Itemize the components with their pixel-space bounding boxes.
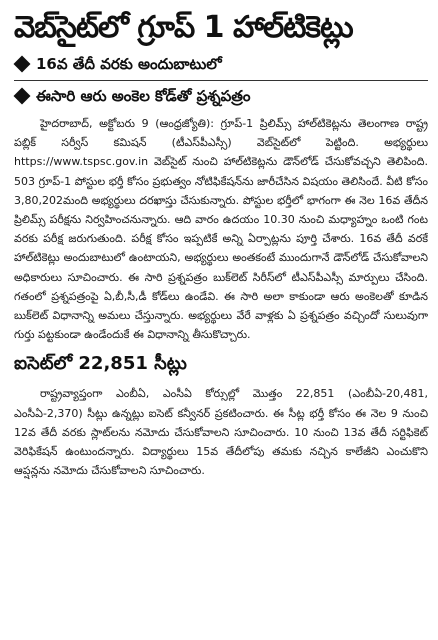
headline: వెబ్‌సైట్‌లో గ్రూప్‌ 1 హాల్‌టికెట్లు xyxy=(14,10,353,45)
kicker-2: ఈసారి ఆరు అంకెల కోడ్‌తో ప్రశ్నపత్రం xyxy=(36,87,251,105)
subheading: ఐసెట్‌లో 22,851 సీట్లు xyxy=(14,353,187,375)
kicker-row-2 xyxy=(14,84,428,108)
kicker-1: 16వ తేదీ వరకు అందుబాటులో xyxy=(36,55,222,73)
kicker-row-1 xyxy=(14,52,428,76)
body-paragraph-1: హైదరాబాద్‌, అక్టోబరు 9 (ఆంధ్రజ్యోతి): గ్రూప్‌-1 ప్రిలిమ్స్‌ హాల్‌టికెట్లను తెలంగాణ రాష్ట్ర పబ్లిక్‌ సర్వీస్‌ కమిషన్‌ (టీఎస్‌పీఎస్సీ) వెబ్‌సైట్‌లో పెట్టింది. అభ్యర్థులు https://www.tspsc.gov.in వెబ్‌సైట్‌ నుంచి హాల్‌టికెట్లను డౌన్‌లోడ్‌ చేసుకోవచ్చని తెలిపింది. 503 గ్రూప్‌-1 పోస్టుల భర్తీ కోసం ప్రభుత్వం నోటిఫికేషన్‌ను జారీచేసిన విషయం తెలిసిందే. వీటి కోసం 3,80,202మంది అభ్యర్థులు దరఖాస్తు చేసుకున్నారు. పోస్టుల భర్తీలో భాగంగా ఈ నెల 16వ తేదీన ప్రిలిమ్స్‌ పరీక్షను నిర్వహించనున్నారు. ఆది వారం ఉదయం 10.30 నుంచి మధ్యాహ్నం ఒంటి గంట వరకు పరీక్ష జరుగుతుంది. పరీక్ష కోసం ఇప్పటికే అన్ని ఏర్పాట్లను పూర్తి చేశారు. 16వ తేదీ వరకే హాల్‌టికెట్లు అందుబాటులో ఉంటాయని, అభ్యర్థులు అంతకంటే ముందుగానే డౌన్‌లోడ్‌ చేసుకోవాలని అధికారులు సూచించారు. ఈ సారి ప్రశ్నపత్రం బుక్‌లెట్‌ సిరీస్‌లో టీఎస్‌పీఎస్సీ మార్పులు చేసింది. గతంలో ప్రశ్నపత్రంపై ఏ,బీ,సీ,డీ కోడ్‌లు ఉండేవి. ఈ సారి అలా కాకుండా ఆరు అంకెలతో కూడిన బుక్‌లెట్‌ విధానాన్ని అమలు చేస్తున్నారు. అభ్యర్థులు వేరే వాళ్లకు ఏ ప్రశ్నపత్రం వచ్చిందో సులువుగా గుర్తు పట్టకుండా ఉండేందుకే ఈ విధానాన్ని తీసుకొచ్చారు. xyxy=(14,117,428,342)
body-paragraph-2: రాష్ట్రవ్యాప్తంగా ఎంబీఏ, ఎంసీఏ కోర్సుల్లో మొత్తం 22,851 (ఎంబీఏ-20,481, ఎంసీఏ-2,370) సీట్లు ఉన్నట్లు ఐసెట్‌ కన్వీనర్‌ ప్రకటించారు. ఈ సీట్ల భర్తీ కోసం ఈ నెల 9 నుంచి 12వ తేదీ వరకు స్లాట్‌లను నమోదు చేసుకోవాలని సూచించారు. 10 నుంచి 13వ తేదీ సర్టిఫికెట్‌ వెరిఫికేషన్‌ ఉంటుందన్నారు. విద్యార్థులు 15వ తేదీలోపు తమకు నచ్చిన కాలేజీని ఎంచుకొని ఆప్షన్లను నమోదు చేసుకోవాలని సూచించారు. xyxy=(14,387,428,478)
diamond-bullet-icon xyxy=(14,56,31,73)
diamond-bullet-icon xyxy=(14,88,31,105)
divider xyxy=(14,80,428,81)
